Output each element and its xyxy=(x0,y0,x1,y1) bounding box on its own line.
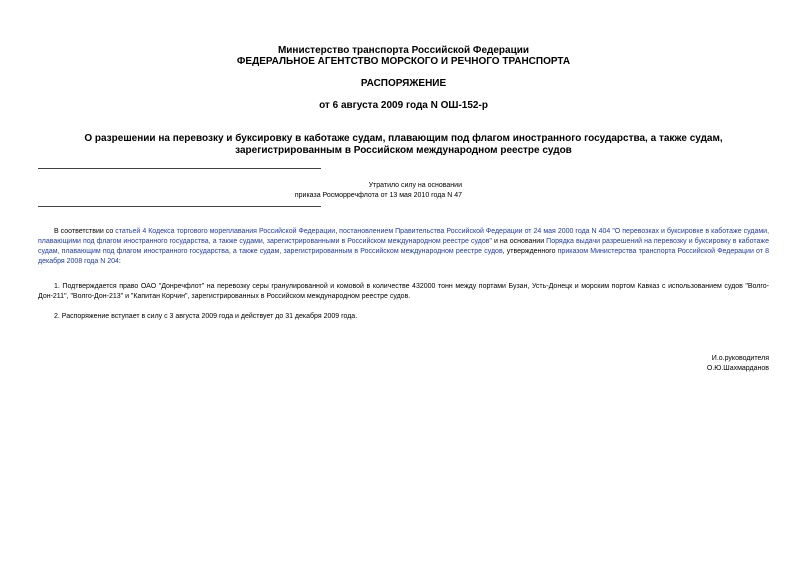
agency-name: ФЕДЕРАЛЬНОЕ АГЕНТСТВО МОРСКОГО И РЕЧНОГО ТРАНСПОРТА xyxy=(236,56,571,67)
ministry-name: Министерство транспорта Российской Федерации xyxy=(277,45,530,56)
document-number-date: от 6 августа 2009 года N ОШ-152-р xyxy=(319,100,488,111)
preamble-text-5: : xyxy=(118,258,121,265)
document-type: РАСПОРЯЖЕНИЕ xyxy=(360,78,447,89)
link-article-4-merchant-shipping-code[interactable]: статьей 4 Кодекса торгового мореплавания Российской Федерации xyxy=(115,228,336,235)
preamble-paragraph xyxy=(38,227,769,267)
preamble-text-3: и на основании xyxy=(491,238,547,245)
link-permit-procedure[interactable]: Порядка выдачи разрешений на перевозку и буксировку в каботаже судам, плавающим под флагом иностранного государства, а также судам, зарегистрированным в Российском международном реестре судов xyxy=(38,238,769,255)
lost-force-order: приказа Росморречфлота от 13 мая 2010 года N 47 xyxy=(294,192,462,199)
link-government-decree-404[interactable]: постановлением Правительства Российской Федерации от 24 мая 2000 года N 404 "О перевозках и буксировке в каботаже судами, плавающими под флагом иностранного государства, а также судами, зарегистрированными в Российском международном реестре судов" xyxy=(38,228,770,245)
divider-top xyxy=(38,168,321,169)
preamble-text-4: , утвержденного xyxy=(502,248,558,255)
preamble-text-2: , xyxy=(335,228,340,235)
divider-bottom xyxy=(38,206,321,207)
clause-1: 1. Подтверждается право ОАО "Донречфлот" на перевозку серы гранулированной и комовой в количестве 432000 тонн между портами Бузан, Усть-Донецк и морским портом Кавказ с использованием судов "Волго-Дон-211", "Волго-Дон-213" и "Капитан Корчин", зарегистрированных в Российском международном реестре судов. xyxy=(38,283,769,300)
link-ministry-order-204[interactable]: приказом Министерства транспорта Российской Федерации от 8 декабря 2008 года N 204 xyxy=(38,248,769,265)
lost-force-note: Утратило силу на основании xyxy=(368,182,462,189)
clause-2: 2. Распоряжение вступает в силу с 3 августа 2009 года и действует до 31 декабря 2009 года. xyxy=(54,313,358,320)
document-title: О разрешении на перевозку и буксировку в каботаже судам, плавающим под флагом иностранного государства, а также судам, зарегистрированным в Российском международном реестре судов xyxy=(84,133,723,156)
signatory-position: И.о.руководителя xyxy=(711,355,769,362)
signatory-name: О.Ю.Шахмарданов xyxy=(706,365,769,372)
preamble-text-1: В соответствии со xyxy=(54,228,116,235)
